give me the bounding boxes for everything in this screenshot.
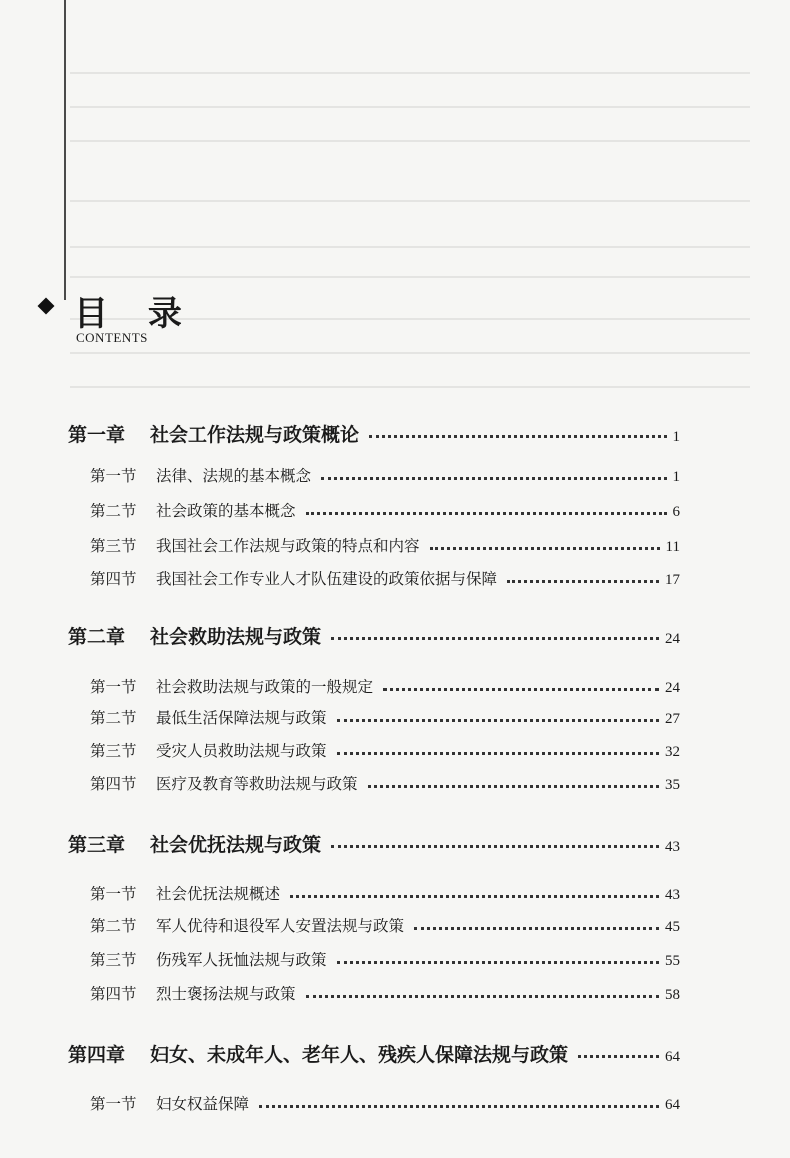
- toc-chapter-2[interactable]: [68, 622, 680, 649]
- dot-leader: [321, 477, 666, 480]
- chapter-number: 第三章: [68, 834, 126, 856]
- dot-leader: [578, 1055, 659, 1058]
- dot-leader: [507, 580, 659, 583]
- section-title: 我国社会工作专业人才队伍建设的政策依据与保障: [156, 570, 498, 588]
- toc-chapter-3[interactable]: [68, 830, 680, 857]
- dot-leader: [290, 895, 659, 898]
- dot-leader: [331, 637, 659, 640]
- bleed-through-line: [70, 72, 750, 74]
- chapter-title: 社会工作法规与政策概论: [150, 424, 360, 446]
- chapter-number: 第四章: [68, 1044, 126, 1066]
- section-title: 受灾人员救助法规与政策: [156, 742, 327, 760]
- page-number: 58: [665, 987, 680, 1003]
- dot-leader: [337, 961, 659, 964]
- dot-leader: [306, 512, 667, 515]
- section-number: 第三节: [90, 742, 137, 760]
- toc-section-1-2[interactable]: [90, 499, 680, 521]
- section-number: 第四节: [90, 985, 137, 1003]
- dot-leader: [383, 688, 659, 691]
- dot-leader: [337, 719, 659, 722]
- section-number: 第四节: [90, 775, 137, 793]
- page-number: 43: [665, 887, 680, 903]
- toc-chapter-1[interactable]: [68, 420, 680, 447]
- toc-section-3-2[interactable]: [90, 914, 680, 936]
- page-number: 43: [665, 839, 680, 855]
- dot-leader: [306, 995, 659, 998]
- bleed-through-line: [70, 140, 750, 142]
- page-number: 11: [665, 539, 680, 555]
- section-title: 社会优抚法规概述: [156, 885, 281, 903]
- toc-section-3-4[interactable]: [90, 982, 680, 1004]
- toc-section-1-3[interactable]: [90, 534, 680, 556]
- page-title: 目 录: [74, 294, 196, 334]
- dot-leader: [430, 547, 660, 550]
- toc-section-1-1[interactable]: [90, 464, 680, 486]
- toc-section-1-4[interactable]: [90, 567, 680, 589]
- section-number: 第一节: [90, 678, 137, 696]
- chapter-title: 社会救助法规与政策: [150, 626, 322, 648]
- page-number: 35: [665, 777, 680, 793]
- bleed-through-line: [70, 200, 750, 202]
- dot-leader: [414, 927, 659, 930]
- section-number: 第一节: [90, 1095, 137, 1113]
- section-title: 法律、法规的基本概念: [156, 467, 312, 485]
- toc-section-2-3[interactable]: [90, 739, 680, 761]
- page-number: 1: [672, 429, 680, 445]
- section-number: 第三节: [90, 537, 137, 555]
- page-number: 32: [665, 744, 680, 760]
- page-number: 1: [672, 469, 680, 485]
- section-title: 伤残军人抚恤法规与政策: [156, 951, 327, 969]
- page-number: 6: [672, 504, 680, 520]
- toc-section-3-1[interactable]: [90, 882, 680, 904]
- section-number: 第二节: [90, 502, 137, 520]
- page-number: 17: [665, 572, 680, 588]
- dot-leader: [337, 752, 659, 755]
- section-title: 我国社会工作法规与政策的特点和内容: [156, 537, 420, 555]
- section-title: 烈士褒扬法规与政策: [156, 985, 296, 1003]
- section-title: 社会政策的基本概念: [156, 502, 296, 520]
- section-number: 第四节: [90, 570, 137, 588]
- page-number: 27: [665, 711, 680, 727]
- section-number: 第二节: [90, 709, 137, 727]
- page-number: 64: [665, 1097, 680, 1113]
- section-title: 最低生活保障法规与政策: [156, 709, 327, 727]
- section-number: 第一节: [90, 467, 137, 485]
- toc-section-2-2[interactable]: [90, 706, 680, 728]
- dot-leader: [331, 845, 659, 848]
- diamond-icon: [38, 298, 55, 315]
- toc-section-2-4[interactable]: [90, 772, 680, 794]
- chapter-number: 第二章: [68, 626, 126, 648]
- section-number: 第三节: [90, 951, 137, 969]
- chapter-title: 社会优抚法规与政策: [150, 834, 322, 856]
- bleed-through-line: [70, 106, 750, 108]
- toc-chapter-4[interactable]: [68, 1040, 680, 1067]
- page-subtitle: CONTENTS: [76, 330, 148, 345]
- dot-leader: [369, 435, 666, 438]
- bleed-through-line: [70, 386, 750, 388]
- dot-leader: [368, 785, 659, 788]
- page-number: 64: [665, 1049, 680, 1065]
- section-title: 军人优待和退役军人安置法规与政策: [156, 917, 405, 935]
- page-number: 45: [665, 919, 680, 935]
- section-title: 妇女权益保障: [156, 1095, 250, 1113]
- toc-section-3-3[interactable]: [90, 948, 680, 970]
- bleed-through-line: [70, 246, 750, 248]
- dot-leader: [259, 1105, 659, 1108]
- page-number: 24: [665, 680, 680, 696]
- bleed-through-line: [70, 276, 750, 278]
- vertical-rule: [64, 0, 66, 300]
- section-number: 第一节: [90, 885, 137, 903]
- page-number: 55: [665, 953, 680, 969]
- chapter-number: 第一章: [68, 424, 126, 446]
- toc-section-4-1[interactable]: [90, 1092, 680, 1114]
- section-title: 社会救助法规与政策的一般规定: [156, 678, 374, 696]
- chapter-title: 妇女、未成年人、老年人、残疾人保障法规与政策: [150, 1044, 569, 1066]
- toc-section-2-1[interactable]: [90, 675, 680, 697]
- section-number: 第二节: [90, 917, 137, 935]
- bleed-through-line: [70, 352, 750, 354]
- section-title: 医疗及教育等救助法规与政策: [156, 775, 358, 793]
- page-number: 24: [665, 631, 680, 647]
